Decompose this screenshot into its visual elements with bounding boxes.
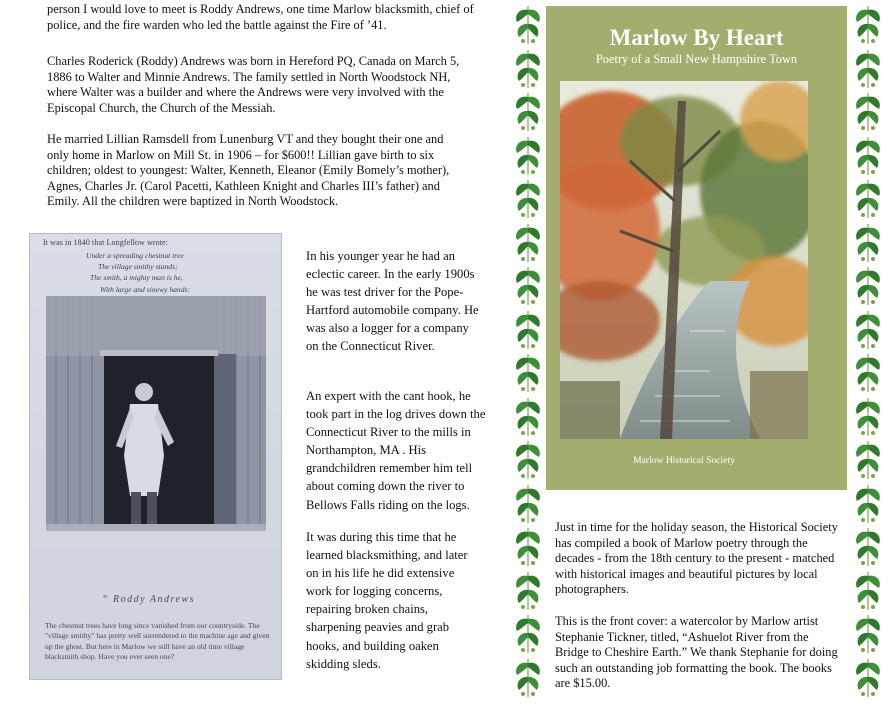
poem-line: The village smithy stands; bbox=[98, 262, 178, 272]
book-cover bbox=[546, 6, 847, 490]
holly-leaf-icon bbox=[851, 309, 885, 351]
photo-caption-top: It was in 1840 that Longfellow wrote: bbox=[43, 238, 169, 247]
book-announcement-paragraph: Just in time for the holiday season, the Historical Society has compiled a book of Marlow poetry through the decades - from the 18th century to the present - matched with historical images and beautiful pictures by local photographers. bbox=[555, 520, 838, 597]
cover-publisher: Marlow Historical Society bbox=[633, 455, 735, 466]
cover-note-paragraph: This is the front cover: a watercolor by Marlow artist Stephanie Tickner, titled, “Ashuelot River from the Bridge to Cheshire Earth.” We thank Stephanie for doing such an outstanding job formatting the book. The books are $15.00. bbox=[555, 614, 838, 691]
holly-leaf-icon bbox=[511, 352, 545, 394]
holly-leaf-icon bbox=[511, 396, 545, 438]
holly-leaf-icon bbox=[851, 178, 885, 220]
holly-leaf-icon bbox=[511, 178, 545, 220]
holly-leaf-icon bbox=[511, 135, 545, 177]
holly-leaf-icon bbox=[851, 483, 885, 525]
watercolor-painting bbox=[560, 81, 808, 439]
longfellow-poem bbox=[86, 250, 190, 295]
photo-caption-bottom: The chestnut trees have long since vanished from our countryside. The "village smithy" has pretty well surrendered to the machine age and given up the ghost. But here in Marlow we still have an old time village blacksmith shop. Have you ever seen one? bbox=[45, 621, 270, 662]
holly-leaf-icon bbox=[511, 526, 545, 568]
cover-title: Marlow By Heart bbox=[609, 25, 784, 50]
roddy-andrews-photo bbox=[29, 233, 282, 680]
holly-leaf-icon bbox=[511, 91, 545, 133]
holly-vine-border-right bbox=[851, 0, 885, 701]
holly-leaf-icon bbox=[851, 570, 885, 612]
cant-hook-paragraph: An expert with the cant hook, he took part in the log drives down the Connecticut River to the mills in Northampton, MA . His grandchildren remember him tell about coming down the river to Bellows Falls riding on the logs. bbox=[306, 389, 486, 512]
holly-leaf-icon bbox=[511, 48, 545, 90]
blacksmithing-paragraph: It was during this time that he learned blacksmithing, and later on in his life he did extensive work for logging concerns, repairing broken chains, sharpening peavies and grab hooks, and building oaken skidding sleds. bbox=[306, 530, 468, 671]
blacksmith-shop-image bbox=[46, 296, 266, 531]
photo-signature: “ Roddy Andrews bbox=[102, 594, 196, 605]
poem-line: Under a spreading chestnut tree bbox=[86, 251, 184, 260]
holly-leaf-icon bbox=[511, 222, 545, 264]
holly-leaf-icon bbox=[851, 396, 885, 438]
holly-leaf-icon bbox=[851, 439, 885, 481]
birth-paragraph: Charles Roderick (Roddy) Andrews was born in Hereford PQ, Canada on March 5, 1886 to Walter and Minnie Andrews. The family settled in North Woodstock NH, where Walter was a builder and where the Andrews were very involved with the Episcopal Church, the Church of the Messiah. bbox=[47, 54, 460, 115]
holly-leaf-icon bbox=[851, 352, 885, 394]
holly-leaf-icon bbox=[851, 222, 885, 264]
holly-leaf-icon bbox=[511, 657, 545, 699]
career-paragraph: In his younger year he had an eclectic career. In the early 1900s he was test driver for the Pope-Hartford automobile company. He was also a logger for a company on the Connecticut River. bbox=[306, 249, 479, 354]
holly-leaf-icon bbox=[511, 570, 545, 612]
poem-line: The smith, a mighty man is he, bbox=[90, 273, 183, 283]
holly-leaf-icon bbox=[511, 439, 545, 481]
holly-leaf-icon bbox=[851, 657, 885, 699]
marriage-paragraph: He married Lillian Ramsdell from Lunenburg VT and they bought their one and only home in Marlow on Mill St. in 1906 – for $600!! Lillian gave birth to six children; oldest to youngest: Walter, Kenneth, Eleanor (Emily Bomely’s mother), Agnes, Charles Jr. (Carol Pacetti, Kathleen Knight and Charles III’s father) and Emily. All the children were baptized in North Woodstock. bbox=[47, 132, 450, 209]
cover-subtitle: Poetry of a Small New Hampshire Town bbox=[595, 52, 798, 66]
holly-leaf-icon bbox=[851, 613, 885, 655]
holly-leaf-icon bbox=[511, 265, 545, 307]
intro-paragraph: person I would love to meet is Roddy Andrews, one time Marlow blacksmith, chief of police, and the fire warden who led the battle against the Fire of ’41. bbox=[47, 2, 474, 32]
holly-leaf-icon bbox=[851, 135, 885, 177]
holly-leaf-icon bbox=[851, 265, 885, 307]
holly-leaf-icon bbox=[851, 4, 885, 46]
poem-line: With large and sinewy hands: bbox=[100, 284, 190, 294]
holly-leaf-icon bbox=[511, 309, 545, 351]
holly-leaf-icon bbox=[851, 48, 885, 90]
holly-vine-border-left bbox=[511, 0, 545, 701]
holly-leaf-icon bbox=[851, 526, 885, 568]
holly-leaf-icon bbox=[511, 4, 545, 46]
holly-leaf-icon bbox=[511, 613, 545, 655]
holly-leaf-icon bbox=[511, 483, 545, 525]
holly-leaf-icon bbox=[851, 91, 885, 133]
